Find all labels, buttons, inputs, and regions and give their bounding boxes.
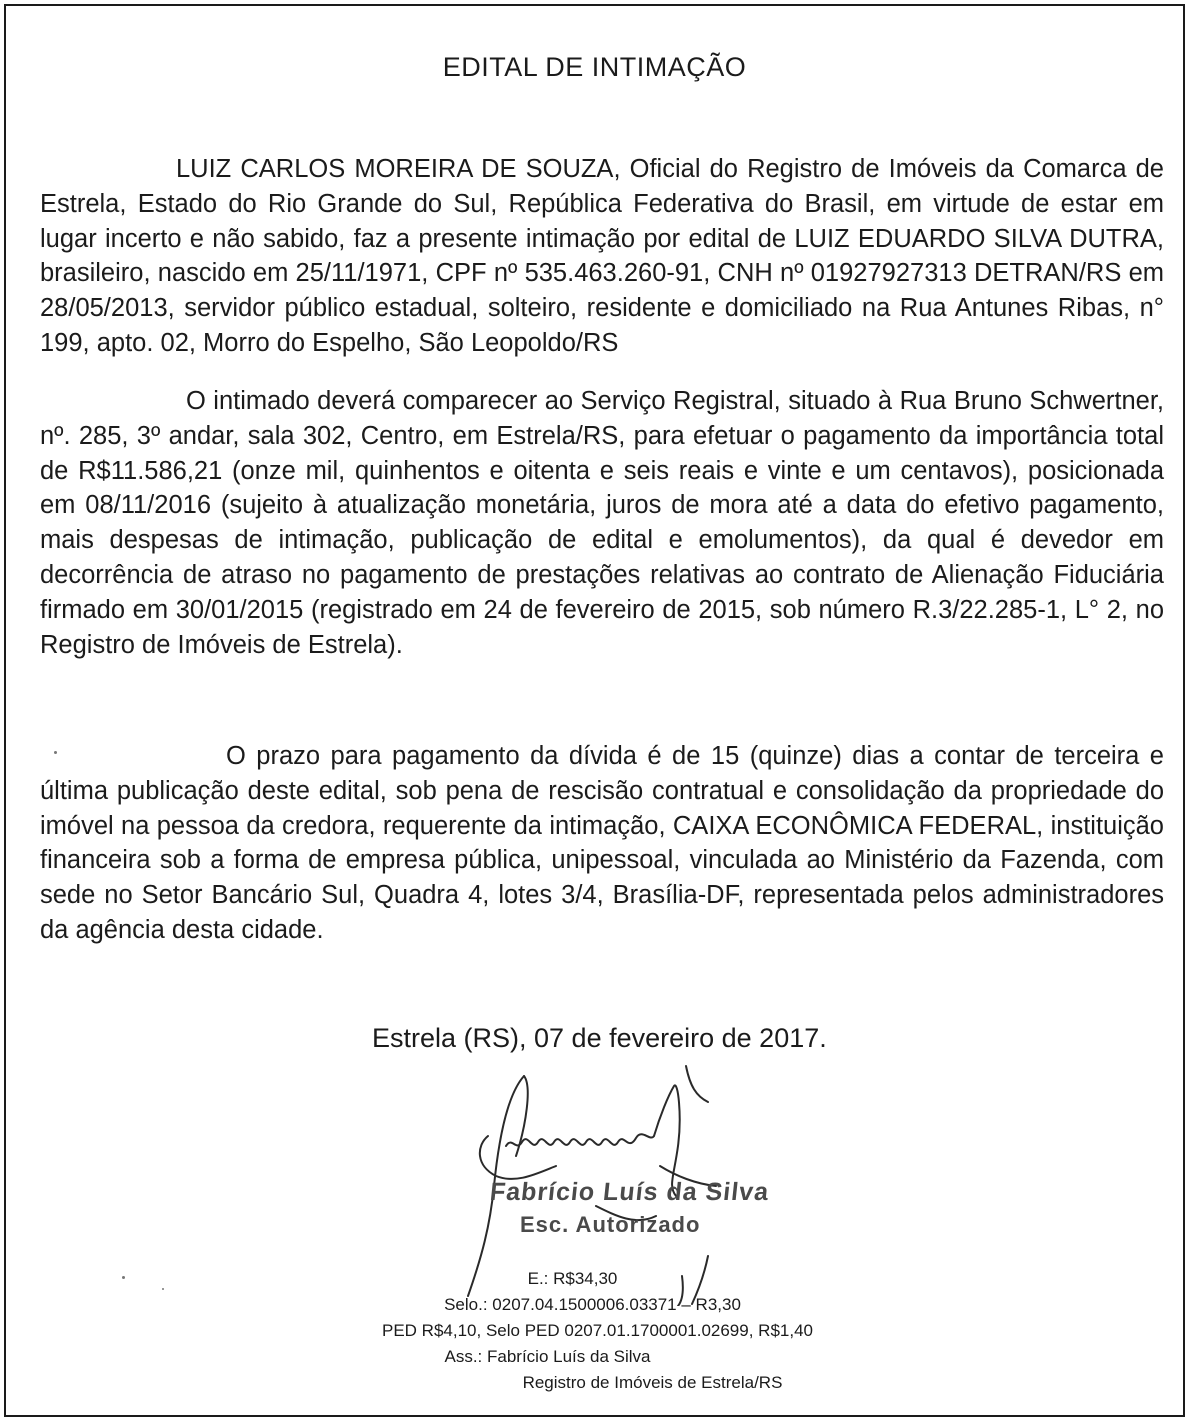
edital-document xyxy=(6,6,1183,1415)
stamp-name: Fabrício Luís da Silva xyxy=(488,1178,771,1206)
footer-ped: PED R$4,10, Selo PED 0207.01.1700001.02699, R$1,40 xyxy=(382,1321,813,1340)
scan-speck xyxy=(54,751,57,754)
paragraph-payment: O intimado deverá comparecer ao Serviço Registral, situado à Rua Bruno Schwertner, nº. 285, 3º andar, sala 302, Centro, em Estrela/RS, para efetuar o pagamento da importância total de R$11.586,21 (onze mil, quinhentos e oitenta e seis reais e vinte e um centavos), posicionada em 08/11/2016 (sujeito à atualização monetária, juros de mora até a data do efetivo pagamento, mais despesas de intimação, publicação de edital e emolumentos), da qual é devedor em decorrência de atraso no pagamento de prestações relativas ao contrato de Alienação Fiduciária firmado em 30/01/2015 (registrado em 24 de fevereiro de 2015, sob número R.3/22.285-1, L° 2, no Registro de Imóveis de Estrela). xyxy=(40,387,1164,659)
scan-speck xyxy=(122,1276,125,1279)
place-and-date: Estrela (RS), 07 de fevereiro de 2017. xyxy=(372,1023,827,1053)
footer-signature-line: Ass.: Fabrício Luís da Silva xyxy=(444,1347,651,1366)
stamp-role: Esc. Autorizado xyxy=(520,1212,701,1237)
paragraph-intro: LUIZ CARLOS MOREIRA DE SOUZA, Oficial do Registro de Imóveis da Comarca de Estrela, Estado do Rio Grande do Sul, República Federativa do Brasil, em virtude de estar em lugar incerto e não sabido, faz a presente intimação por edital de LUIZ EDUARDO SILVA DUTRA, brasileiro, nascido em 25/11/1971, CPF nº 535.463.260-91, CNH nº 01927927313 DETRAN/RS em 28/05/2013, servidor público estadual, solteiro, residente e domiciliado na Rua Antunes Ribas, n° 199, apto. 02, Morro do Espelho, São Leopoldo/RS xyxy=(40,155,1164,357)
footer-fees xyxy=(6,1266,1193,1396)
footer-emolumentos: E.: R$34,30 xyxy=(527,1269,618,1288)
footer-registry: Registro de Imóveis de Estrela/RS xyxy=(522,1373,783,1392)
document-frame xyxy=(4,4,1185,1417)
scan-speck xyxy=(162,1288,164,1290)
paragraph-deadline: O prazo para pagamento da dívida é de 15 (quinze) dias a contar de terceira e última publicação deste edital, sob pena de rescisão contratual e consolidação da propriedade do imóvel na pessoa da credora, requerente da intimação, CAIXA ECONÔMICA FEDERAL, instituição financeira sob a forma de empresa pública, unipessoal, vinculada ao Ministério da Fazenda, com sede no Setor Bancário Sul, Quadra 4, lotes 3/4, Brasília-DF, representada pelos administradores da agência desta cidade. xyxy=(40,742,1164,944)
document-title: EDITAL DE INTIMAÇÃO xyxy=(442,52,747,82)
footer-selo: Selo.: 0207.04.1500006.03371 – R3,30 xyxy=(444,1295,741,1314)
